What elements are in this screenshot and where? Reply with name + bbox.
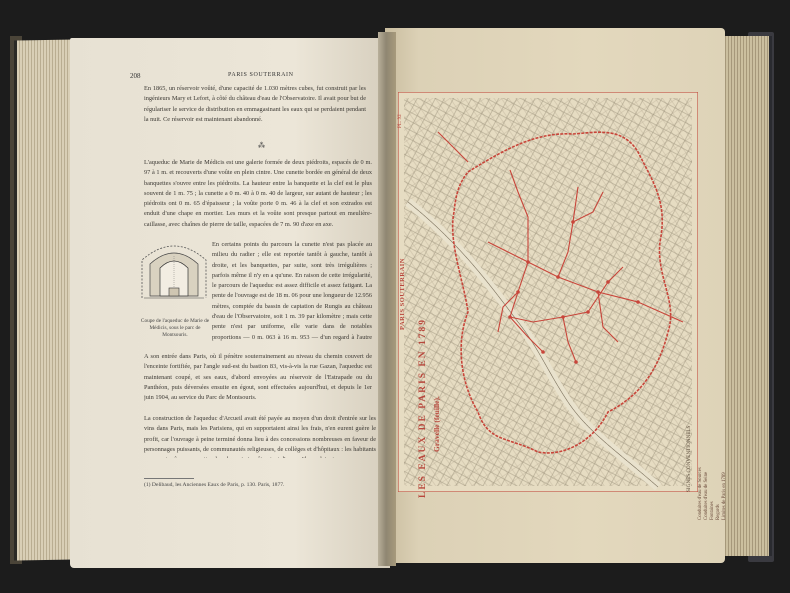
page-number: 208 xyxy=(130,72,141,80)
footnote-rule xyxy=(144,478,194,479)
left-page-edges xyxy=(14,39,74,560)
book-gutter xyxy=(378,32,396,566)
right-page-edges xyxy=(720,36,772,556)
running-head: PARIS SOUTERRAIN xyxy=(228,72,294,78)
footnote: (1) Delibaud, les Anciennes Eaux de Paris, p. 130. Paris, 1877. xyxy=(144,482,285,488)
legend-item: Conduites d'eau de Seine xyxy=(704,471,709,520)
legend-item: Conduites d'eau de Sources xyxy=(698,467,703,520)
paragraph: A son entrée dans Paris, où il pénètre souterrainement au niveau du chemin couvert de l'enceinte fortifiée, par l'angle sud-est du bastion 83, vis-à-vis la rue Gazan, l'aqueduc est maintenant coupé, et ses eaux, d'abord envoyées au réservoir de l'Estrapade ou du Panthéon, puis déversées ensuite en égout, sont effectuées aujourd'hui, et depuis le 1er juin 1904, au service du Parc de Montsouris. xyxy=(144,353,372,402)
legend-item: Limites de Paris en 1789 xyxy=(722,472,727,520)
paragraph: La construction de l'aqueduc d'Arcueil avait été payée au moyen d'un droit d'entrée sur les vins dans Paris, mais les Parisiens, qui en supportaient ainsi les frais, n'en eurent guère le profit, car l'ouvrage à peine terminé donna lieu à des concessions nombreuses en faveur de personnages puissants, de communautés religieuses, de collèges et d'hôpitaux : les habitants xyxy=(144,415,376,453)
plate-tag: PL. XI xyxy=(398,114,403,128)
aqueduct-section-figure xyxy=(138,238,210,302)
legend-item: Fontaines xyxy=(710,501,715,520)
figure-caption: Coupe de l'aqueduc de Marie de Médicis, sous le parc de Montsouris. xyxy=(140,318,210,338)
map-subtitle: Gravelle (feuille). xyxy=(432,396,441,452)
paris-map xyxy=(398,92,698,492)
section-separator: ⁂ xyxy=(258,142,265,150)
paragraph: En 1865, un réservoir voûté, d'une capacité de 1.030 mètres cubes, fut construit par les ingénieurs Mary et Lefort, à côté du château d'eau de l'Observatoire. Il avait pour but de régulariser le service de distribution en emmagasinant les eaux qui se perdaient pendant la nuit. Ce réservoir est maintenant abandonné. xyxy=(144,85,366,123)
legend-item: Regards xyxy=(716,504,721,520)
side-label: PARIS SOUTERRAIN xyxy=(399,258,406,330)
paragraph: L'aqueduc de Marie de Médicis est une galerie formée de deux piédroits, espacés de 0 m. 97 à 1 m. et recouverts d'une voûte en plein cintre. Une cunette bordée en général de deux banquettes s'ouvre entre les piédroits. La hauteur entre la banquette et la clef est le plus souvent de 1 m. 75 ; la cunette a 0 m. 40 à 0 m. 40 de largeur, sur autant de hauteur ; les piédroits ont 0 m. 65 d'épaisseur ; la voûte porte 0 m. 46 à la clef et son extrados est enduit d'une chape en mortier. Les murs et la voûte sont presque partout en meulière-caillasse, avec chaînes de pierre de taille, espacées de 7 m. 90 d'axe en axe. xyxy=(144,159,372,228)
legend-title: SIGNES CONVENTIONNELS xyxy=(686,425,692,492)
paragraph: En certains points du parcours la cunette n'est pas placée au milieu du radier ; elle est reportée tantôt à gauche, tantôt à droite, et les banquettes, par suite, sont très irrégulières ; parfois même il n'y en a qu'une. En raison de cette irrégularité, le parcours de l'aqueduc est assez difficile et assez fatigant. La pente de l'ouvrage est de 18 m. 06 pour une longueur de 12.956 mètres, comptée du bassin de captation de Rungis au château d'eau de l'Observatoire, soit 1 m. 39 par kilomètre ; mais cette pente n'est par uniforme, elle varie dans de notables proportions — 0 m. 063 à 16 m. 953 — d'un regard à l'autre xyxy=(212,241,372,341)
map-title: LES EAUX DE PARIS EN 1789 xyxy=(418,318,428,498)
